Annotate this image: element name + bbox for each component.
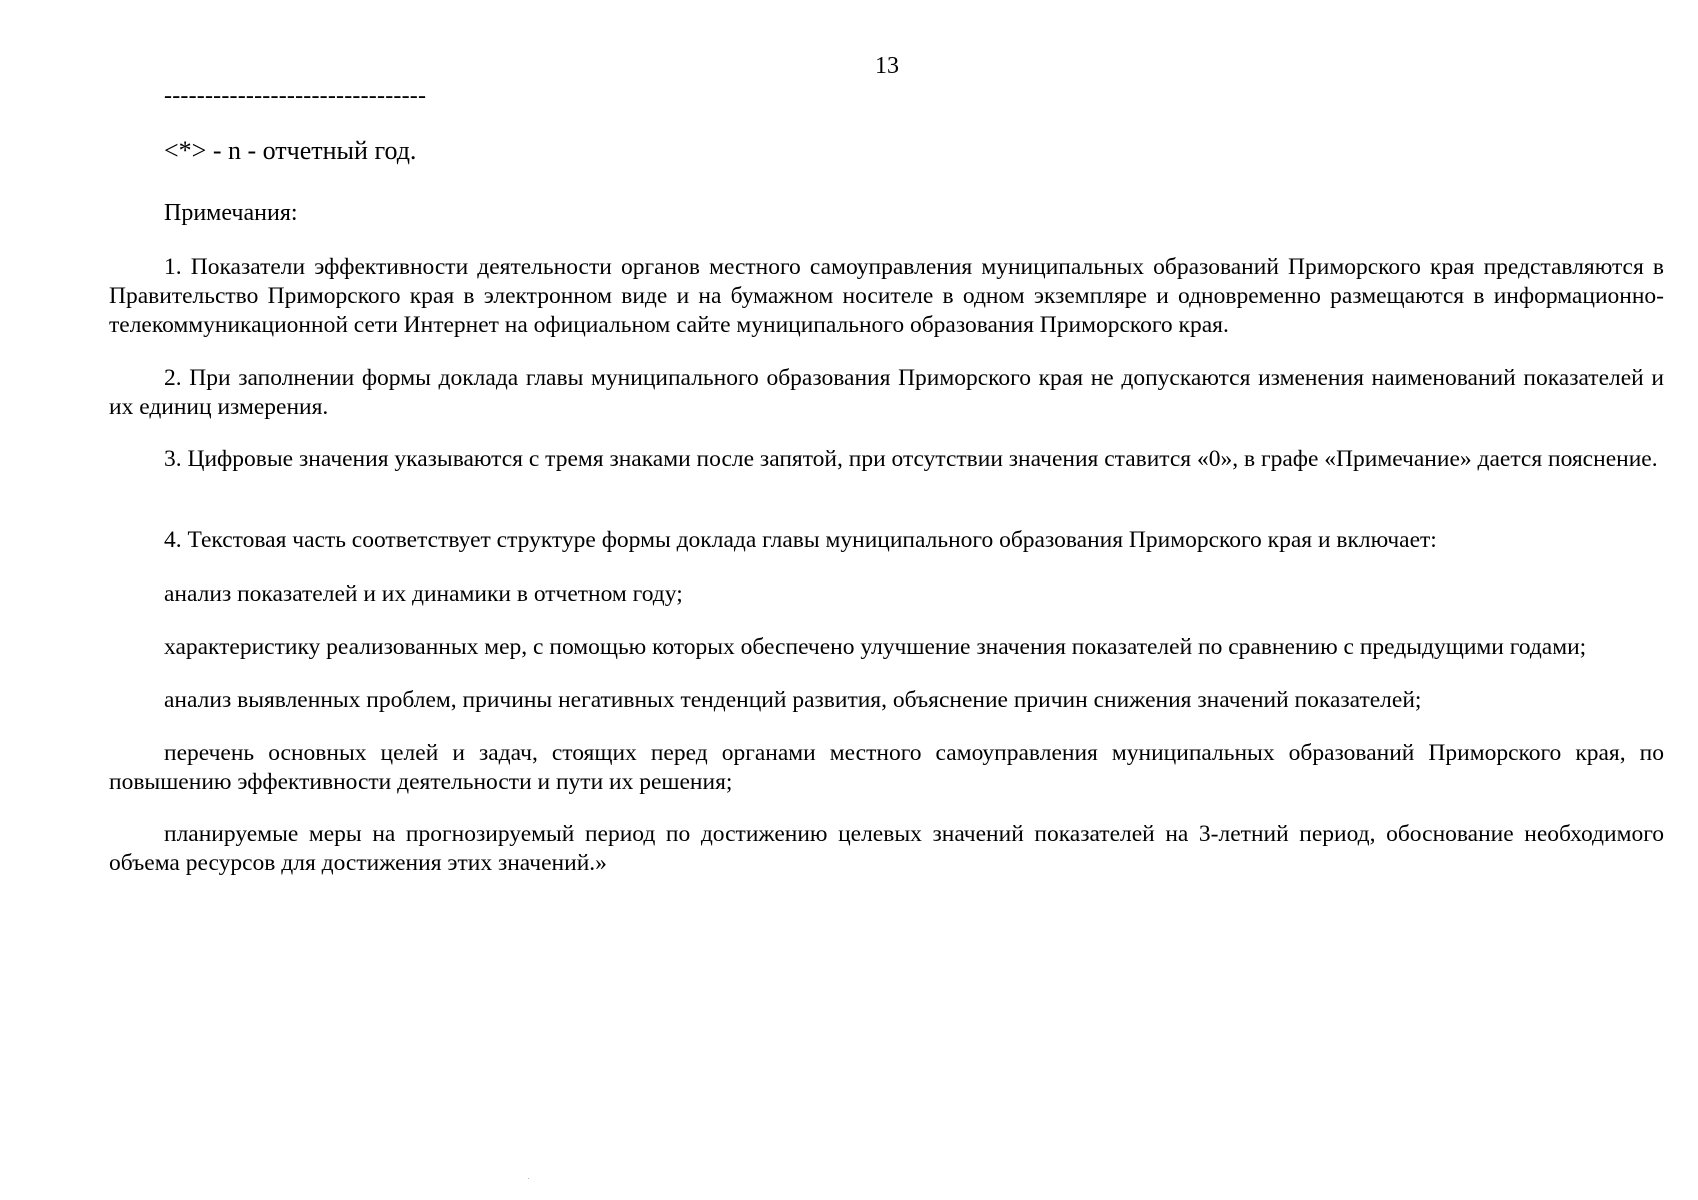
note-paragraph-4: 4. Текстовая часть соответствует структуре формы доклада главы муниципального образования Приморского края и включает: [164, 527, 1437, 553]
list-item-planned-measures: планируемые меры на прогнозируемый период по достижению целевых значений показателей на 3-летний период, обоснование необходимого объема ресурсов для достижения этих значений.» [109, 821, 1664, 876]
note-paragraph-1: 1. Показатели эффективности деятельности органов местного самоуправления муниципальных образований Приморского края представляются в Правительство Приморского края в электронном виде и на бумажном носителе в одном экземпляре и одновременно размещаются в информационно-телекоммуникационной сети Интернет на официальном сайте муниципального образования Приморского края. [109, 254, 1664, 338]
list-item-goals: перечень основных целей и задач, стоящих перед органами местного самоуправления муниципальных образований Приморского края, по повышению эффективности деятельности и пути их решения; [109, 740, 1664, 795]
note-paragraph-2: 2. При заполнении формы доклада главы муниципального образования Приморского края не допускаются изменения наименований показателей и их единиц измерения. [109, 365, 1664, 420]
note-paragraph-3: 3. Цифровые значения указываются с тремя знаками после запятой, при отсутствии значения ставится «0», в графе «Примечание» дается пояснение. [164, 446, 1658, 472]
page-number: 13 [875, 53, 899, 79]
list-item-measures: характеристику реализованных мер, с помощью которых обеспечено улучшение значения показателей по сравнению с предыдущими годами; [164, 634, 1587, 660]
list-item-analysis: анализ показателей и их динамики в отчетном году; [164, 581, 683, 607]
scan-speck [528, 1178, 529, 1179]
footnote-text: <*> - n - отчетный год. [164, 136, 417, 165]
notes-heading: Примечания: [164, 200, 298, 226]
footnote-separator: -------------------------------- [164, 83, 427, 109]
list-item-problems: анализ выявленных проблем, причины негативных тенденций развития, объяснение причин снижения значений показателей; [164, 687, 1422, 713]
